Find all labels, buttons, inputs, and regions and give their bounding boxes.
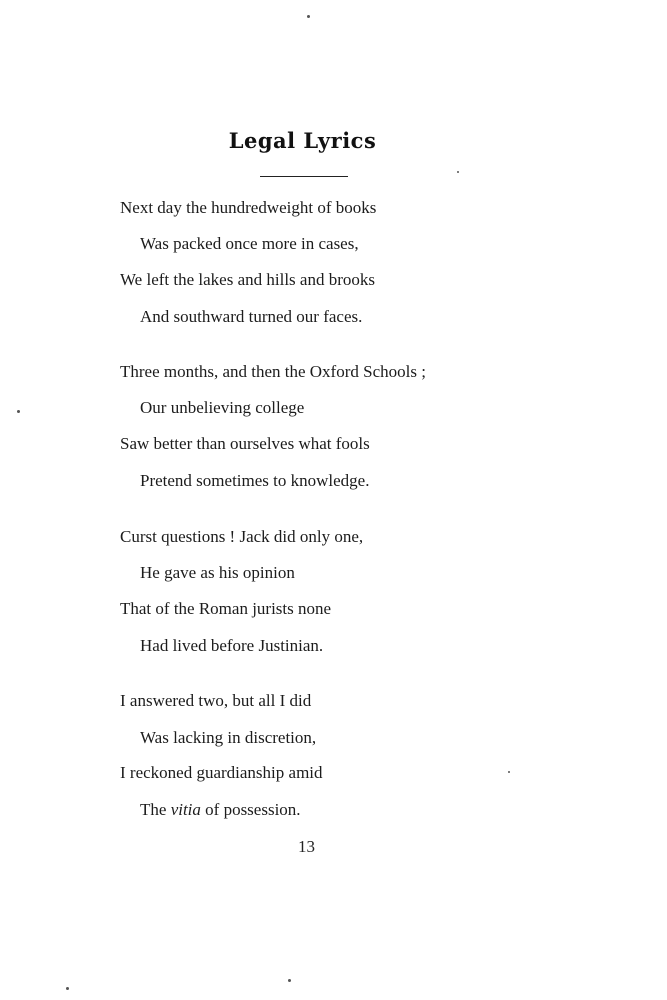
poem-line: Saw better than ourselves what fools	[120, 434, 370, 453]
poem-line: I reckoned guardianship amid	[120, 763, 323, 782]
poem-line: Had lived before Justinian.	[140, 636, 324, 655]
line-text: of possession.	[200, 800, 301, 819]
poem-line: Our unbelieving college	[140, 398, 305, 417]
poem-line: That of the Roman jurists none	[120, 599, 332, 618]
poem-line: Three months, and then the Oxford Schools ;	[120, 362, 426, 381]
poem-line: Pretend sometimes to knowledge.	[140, 471, 370, 490]
poem-line: Was packed once more in cases,	[140, 234, 359, 253]
line-text: The	[140, 800, 171, 819]
poem-line-last	[140, 800, 301, 820]
italic-word: vitia	[170, 800, 201, 819]
poem-line: Curst questions ! Jack did only one,	[120, 527, 364, 546]
running-title: Legal Lyrics	[228, 128, 377, 153]
poem-line: We left the lakes and hills and brooks	[120, 270, 375, 289]
poem-line: Was lacking in discretion,	[140, 728, 317, 747]
page-number: 13	[298, 837, 315, 856]
poem-line: I answered two, but all I did	[120, 691, 312, 710]
poem-line: He gave as his opinion	[140, 563, 295, 582]
poem-line: Next day the hundredweight of books	[120, 198, 377, 217]
poem-line: And southward turned our faces.	[140, 307, 363, 326]
